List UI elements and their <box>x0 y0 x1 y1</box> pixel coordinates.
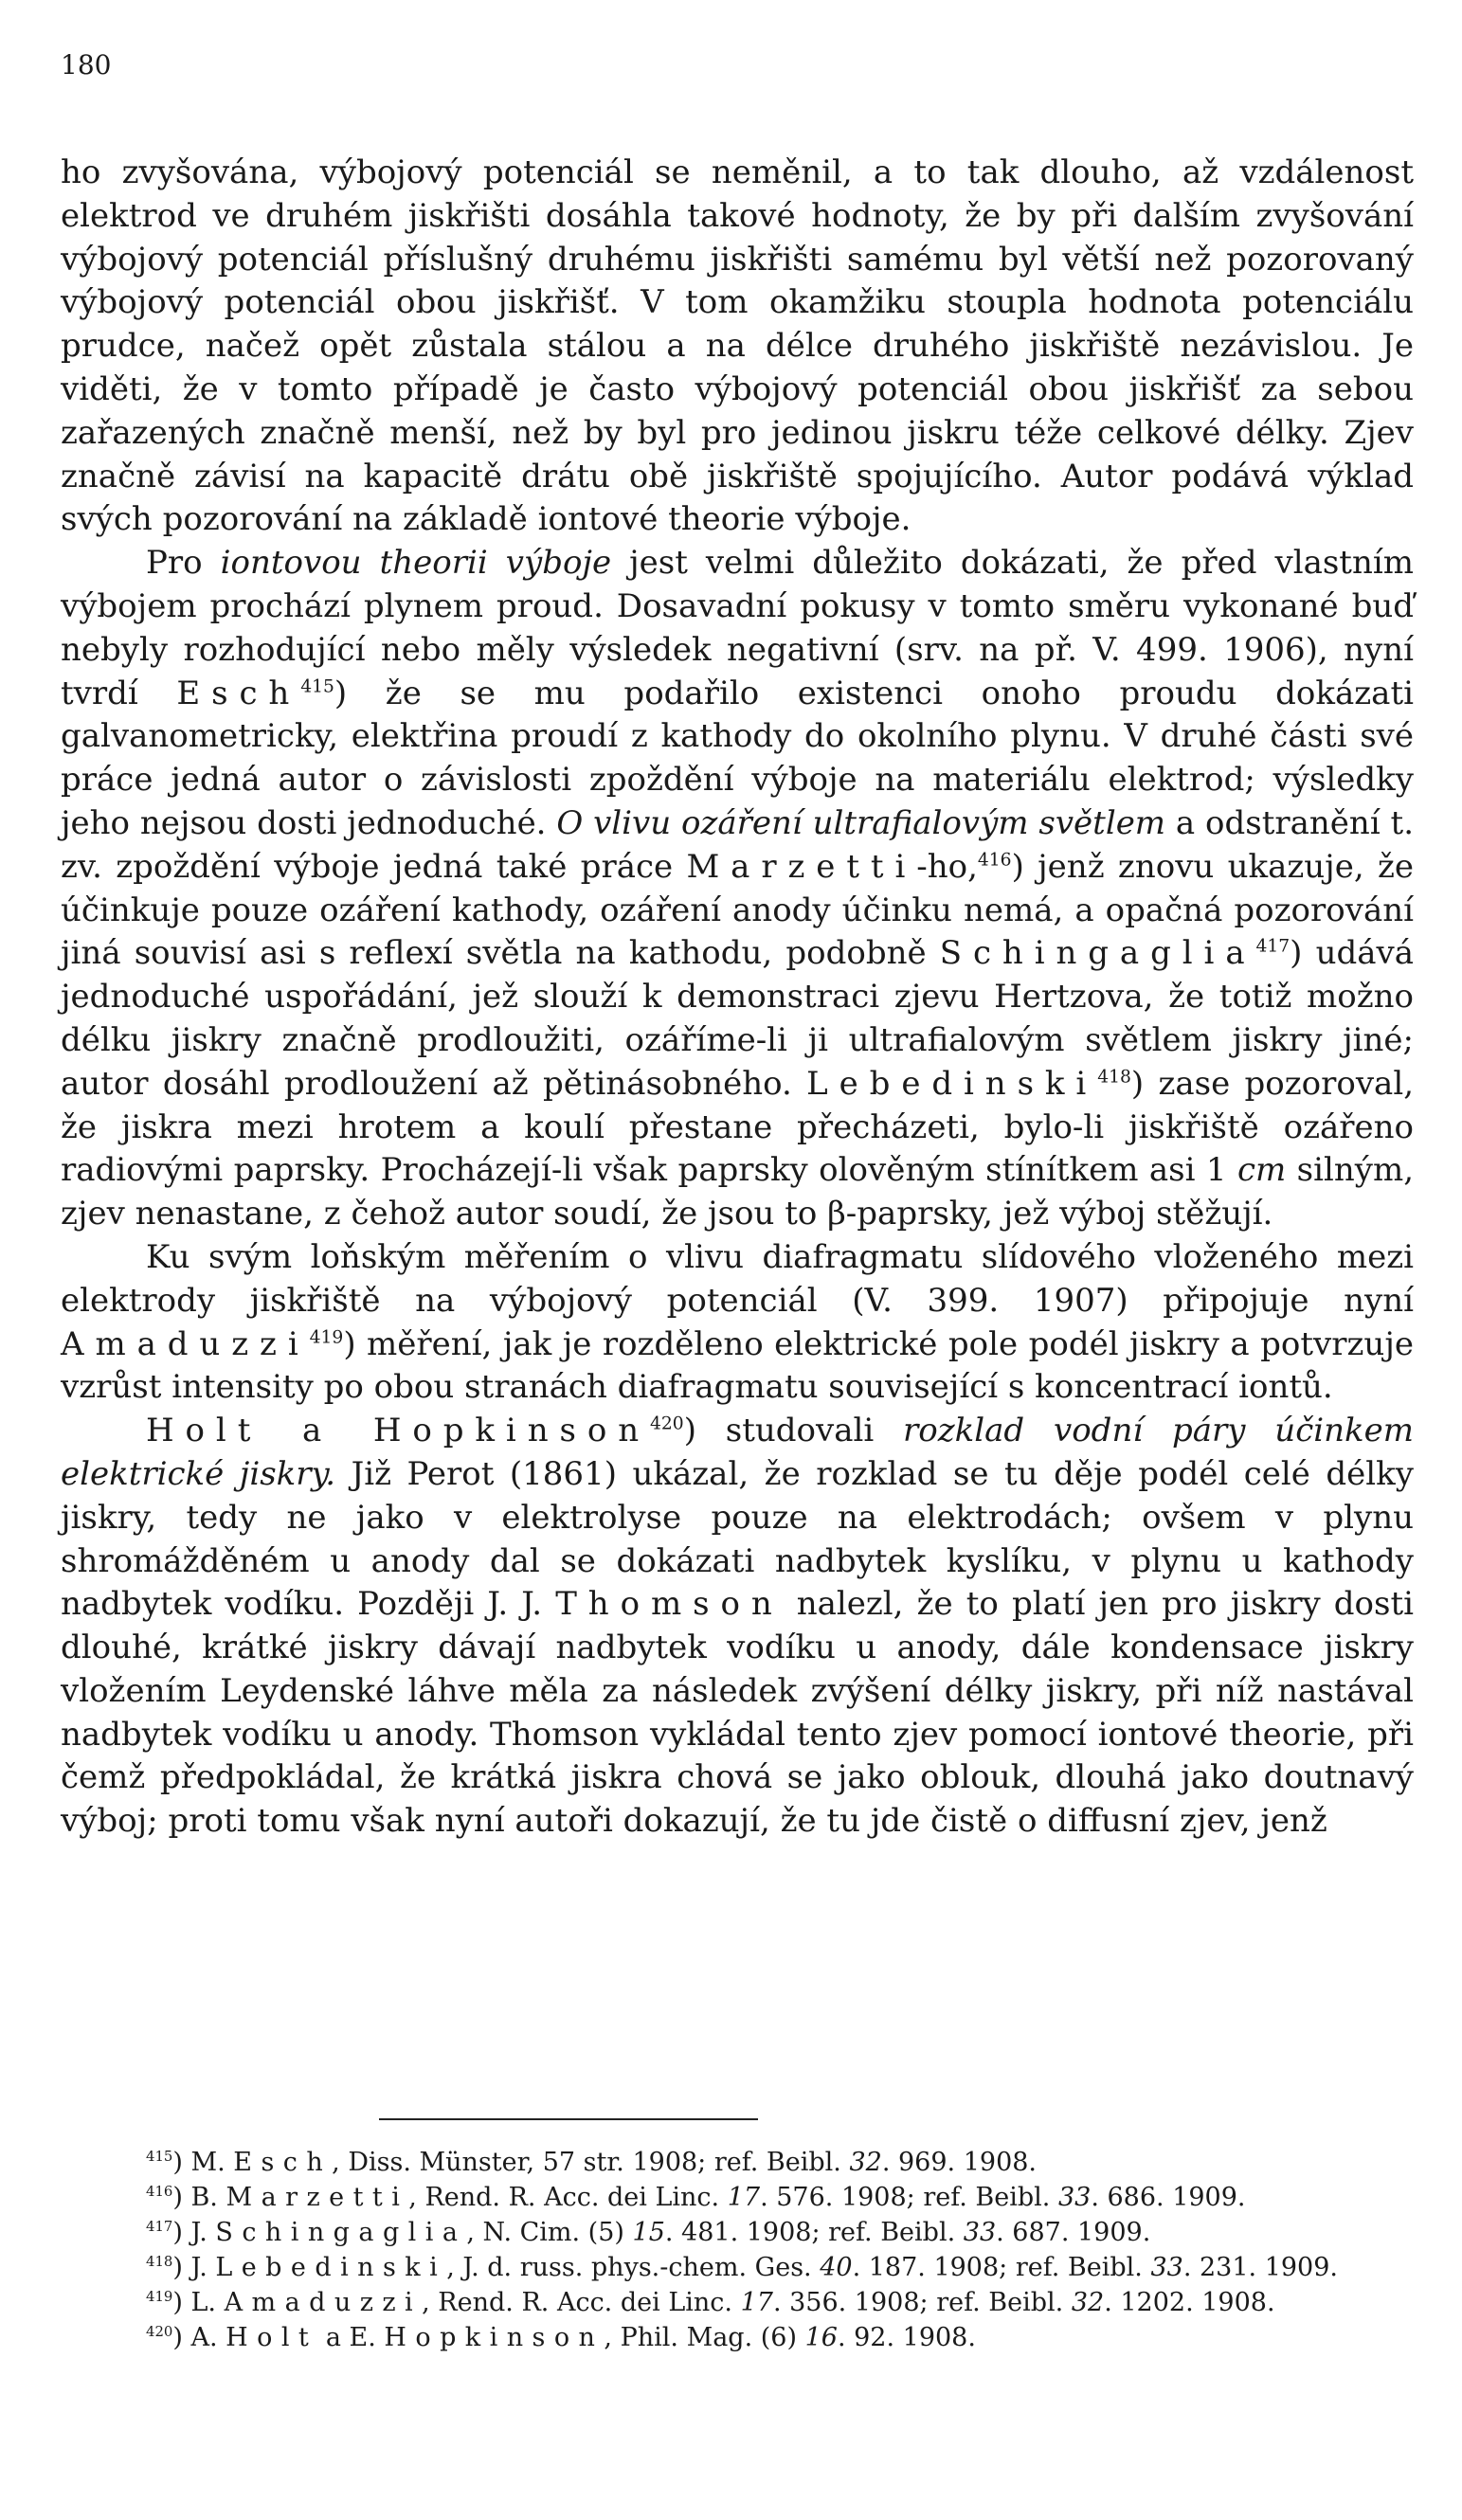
text-run: , Phil. Mag. (6) <box>604 2323 805 2352</box>
author-name: Esch <box>176 674 301 712</box>
text-run: ho zvyšována, výbojový potenciál se neměnil, a to tak dlouho, až vzdálenost elektrod ve druhém jiskřišti dosáhla takové hodnoty, že by při dalším zvyšování výbojový potenciál příslušný druhému jiskřišti samému byl větší než pozorovaný výbojový potenciál obou jiskřišť. V tom okamžiku stoupla hodnota potenciálu prudce, načež opět zůstala stálou a na délce druhého jiskřiště nezávislou. Je viděti, že v tomto případě je často výbojový potenciál obou jiskřišť za sebou zařazených značně menší, než by byl pro jedinou jiskru téže celkové délky. Zjev značně závisí na kapacitě drátu obě jiskřiště spojujícího. Autor podává výklad svých pozorování na základě iontové theorie výboje. <box>61 153 1414 539</box>
footnote-number: 418 <box>146 2253 173 2270</box>
text-run: a odstranění t. zv. zpoždění výboje jedná také práce <box>61 803 1415 886</box>
author-name: Holt <box>146 1412 262 1450</box>
text-run: -ho, <box>916 847 978 886</box>
author-name: Schingaglia <box>939 934 1256 973</box>
text-run: J. <box>190 2218 216 2247</box>
author-name: Hopkinson <box>384 2323 605 2352</box>
author-name: Lebedinski <box>215 2253 447 2282</box>
text-run: a E. <box>317 2323 385 2352</box>
text-run: . 969. 1908. <box>881 2148 1038 2177</box>
paragraph-4 <box>61 1410 1414 1844</box>
footnote-420: $^{420}$) A. Holt a E. Hopkinson, Phil. Mag. (6) 16. 92. 1908. <box>146 2323 976 2352</box>
text-run: Ku svým loňským měřením o vlivu diafragmatu slídového vloženého mezi elektrody jiskřiště na výbojový potenciál (V. 399. 1907) připojuje nyní <box>61 1237 1414 1320</box>
page-number: 180 <box>61 49 112 81</box>
text-run: . 92. 1908. <box>837 2323 976 2352</box>
body-text <box>61 152 1414 1844</box>
author-name: Schingaglia <box>215 2218 467 2247</box>
text-run: B. <box>190 2183 226 2212</box>
footnote-ref: 419 <box>309 1327 344 1348</box>
volume-number: 33 <box>1057 2183 1092 2212</box>
footnote-ref: 418 <box>1097 1067 1131 1088</box>
footnote-number: 417 <box>146 2218 173 2235</box>
paragraph-3 <box>61 1236 1414 1410</box>
author-name: Amaduzzi <box>61 1324 310 1363</box>
volume-number: 40 <box>820 2253 853 2282</box>
text-run: , N. Cim. (5) <box>466 2218 633 2247</box>
italic-term: iontovou theorii výboje <box>220 544 612 583</box>
text-run: J. <box>190 2253 216 2282</box>
text-run: , J. d. russ. phys.-chem. Ges. <box>446 2253 821 2282</box>
text-run: ) měření, jak je rozděleno elektrické pole podél jiskry a potvrzuje vzrůst intensity po obou stranách diafragmatu související s koncentrací iontů. <box>61 1324 1414 1407</box>
paragraph-1 <box>61 152 1414 542</box>
volume-number: 32 <box>849 2148 882 2177</box>
text-run: L. <box>190 2288 225 2317</box>
text-run: nalezl, že to platí jen pro jiskry dosti dlouhé, krátké jiskry dávají nadbytek vodíku u anody, dále kondensace jiskry vložením Leydenské láhve měla za následek zvýšení délky jiskry, při níž nastával nadbytek vodíku u anody. Thomson vykládal tento zjev pomocí iontové theorie, při čemž předpokládal, že krátká jiskra chová se jako oblouk, dlouhá jako doutnavý výboj; proti tomu však nyní autoři dokazují, že tu jde čistě o diffusní zjev, jenž <box>61 1585 1414 1841</box>
text-run: ) zase pozoroval, že jiskra mezi hrotem a koulí přestane přecházeti, bylo-li jiskřiště ozářeno radiovými paprsky. Procházejí-li však paprsky olověným stínítkem asi 1 <box>61 1064 1414 1190</box>
text-run: Již Perot (1861) ukázal, že rozklad se tu děje podél celé délky jiskry, tedy ne jako v elektrolyse pouze na elektrodách; ovšem v plynu shromážděném u anody dal se dokázati nadbytek kyslíku, v plynu u kathody nadbytek vodíku. Později <box>61 1454 1414 1624</box>
text-run: A. <box>190 2323 226 2352</box>
text-run: a <box>262 1412 373 1450</box>
text-run: . 481. 1908; ref. Beibl. <box>664 2218 964 2247</box>
footnote-ref: 417 <box>1255 937 1291 958</box>
footnote-415: $^{415}$) M. Esch, Diss. Münster, 57 str. 1908; ref. Beibl. 32. 969. 1908. <box>146 2148 1038 2177</box>
italic-unit: cm <box>1236 1151 1287 1190</box>
volume-number: 15 <box>632 2218 665 2247</box>
volume-number: 17 <box>727 2183 761 2212</box>
volume-number: 33 <box>963 2218 997 2247</box>
text-run: . 1202. 1908. <box>1104 2288 1275 2317</box>
footnote-ref: 415 <box>300 676 334 697</box>
italic-term: O vlivu ozáření ultrafialovým světlem <box>556 803 1166 842</box>
footnote-number: 416 <box>146 2183 173 2200</box>
text-run: J. J. <box>487 1585 556 1624</box>
italic-term: rozklad vodní páry účinkem elektrické jiskry. <box>61 1412 1414 1493</box>
footnote-416: $^{416}$) B. Marzetti, Rend. R. Acc. dei Linc. 17. 576. 1908; ref. Beibl. 33. 686. 1909. <box>146 2183 1246 2212</box>
author-name: Esch <box>233 2148 333 2177</box>
volume-number: 17 <box>740 2288 773 2317</box>
text-run: ) že se mu podařilo existenci onoho proudu dokázati galvanometricky, elektřina proudí z kathody do okolního plynu. V druhé části své práce jedná autor o závislosti zpoždění výboje na materiálu elektrod; výsledky jeho nejsou dosti jednoduché. <box>61 674 1414 842</box>
author-name: Hopkinson <box>372 1412 651 1450</box>
volume-number: 16 <box>804 2323 838 2352</box>
text-run: . 576. 1908; ref. Beibl. <box>760 2183 1058 2212</box>
author-name: Marzetti <box>686 847 917 886</box>
footnotes <box>61 2145 1414 2355</box>
author-name: Amaduzzi <box>224 2288 423 2317</box>
paragraph-2 <box>61 542 1414 1236</box>
author-name: Holt <box>226 2323 318 2352</box>
text-run: . 686. 1909. <box>1091 2183 1246 2212</box>
text-run: ) jenž znovu ukazuje, že účinkuje pouze ozáření kathody, ozáření anody účinku nemá, a opačná pozorování jiná souvisí asi s reflexí světla na kathodu, podobně <box>61 847 1414 973</box>
text-run: , Rend. R. Acc. dei Linc. <box>422 2288 741 2317</box>
text-run: silným, zjev nenastane, z čehož autor soudí, že jsou to β-paprsky, jež výboj stěžují. <box>61 1151 1414 1233</box>
author-name: Lebedinski <box>806 1064 1098 1103</box>
footnote-number: 420 <box>146 2323 173 2340</box>
footnote-419: $^{419}$) L. Amaduzzi, Rend. R. Acc. dei Linc. 17. 356. 1908; ref. Beibl. 32. 1202. 1908. <box>146 2288 1275 2317</box>
volume-number: 33 <box>1150 2253 1183 2282</box>
footnote-ref: 420 <box>650 1413 684 1434</box>
footnote-divider <box>379 2118 758 2120</box>
footnote-number: 415 <box>146 2148 173 2165</box>
footnote-ref: 416 <box>977 850 1012 871</box>
footnote-418: $^{418}$) J. Lebedinski, J. d. russ. phys.-chem. Ges. 40. 187. 1908; ref. Beibl. 33. 231. 1909. <box>146 2253 1338 2282</box>
text-run: jest velmi důležito dokázati, že před vlastním výbojem prochází plynem proud. Dosavadní pokusy v tomto směru vykonané buď nebyly rozhodující nebo měly výsledek negativní (srv. na př. V. 499. 1906), nyní tvrdí <box>61 544 1414 712</box>
text-run: Pro <box>146 544 221 583</box>
text-run: ) udává jednoduché uspořádání, jež slouží k demonstraci zjevu Hertzova, že totiž možno délku jiskry značně prodloužiti, ozáříme-li ji ultrafialovým světlem jiskry jiné; autor dosáhl prodloužení až pětinásobného. <box>61 934 1414 1103</box>
text-run: . 356. 1908; ref. Beibl. <box>772 2288 1072 2317</box>
text-run: , Diss. Münster, 57 str. 1908; ref. Beibl. <box>332 2148 850 2177</box>
author-name: Marzetti <box>226 2183 409 2212</box>
text-run: , Rend. R. Acc. dei Linc. <box>408 2183 728 2212</box>
volume-number: 32 <box>1071 2288 1105 2317</box>
text-run: . 187. 1908; ref. Beibl. <box>852 2253 1151 2282</box>
footnote-417: $^{417}$) J. Schingaglia, N. Cim. (5) 15. 481. 1908; ref. Beibl. 33. 687. 1909. <box>146 2218 1151 2247</box>
text-run: . 231. 1909. <box>1182 2253 1338 2282</box>
text-run: ) studovali <box>683 1412 904 1450</box>
text-run: . 687. 1909. <box>996 2218 1151 2247</box>
footnote-number: 419 <box>146 2288 173 2305</box>
text-run: M. <box>190 2148 234 2177</box>
author-name: Thomson <box>555 1585 784 1624</box>
